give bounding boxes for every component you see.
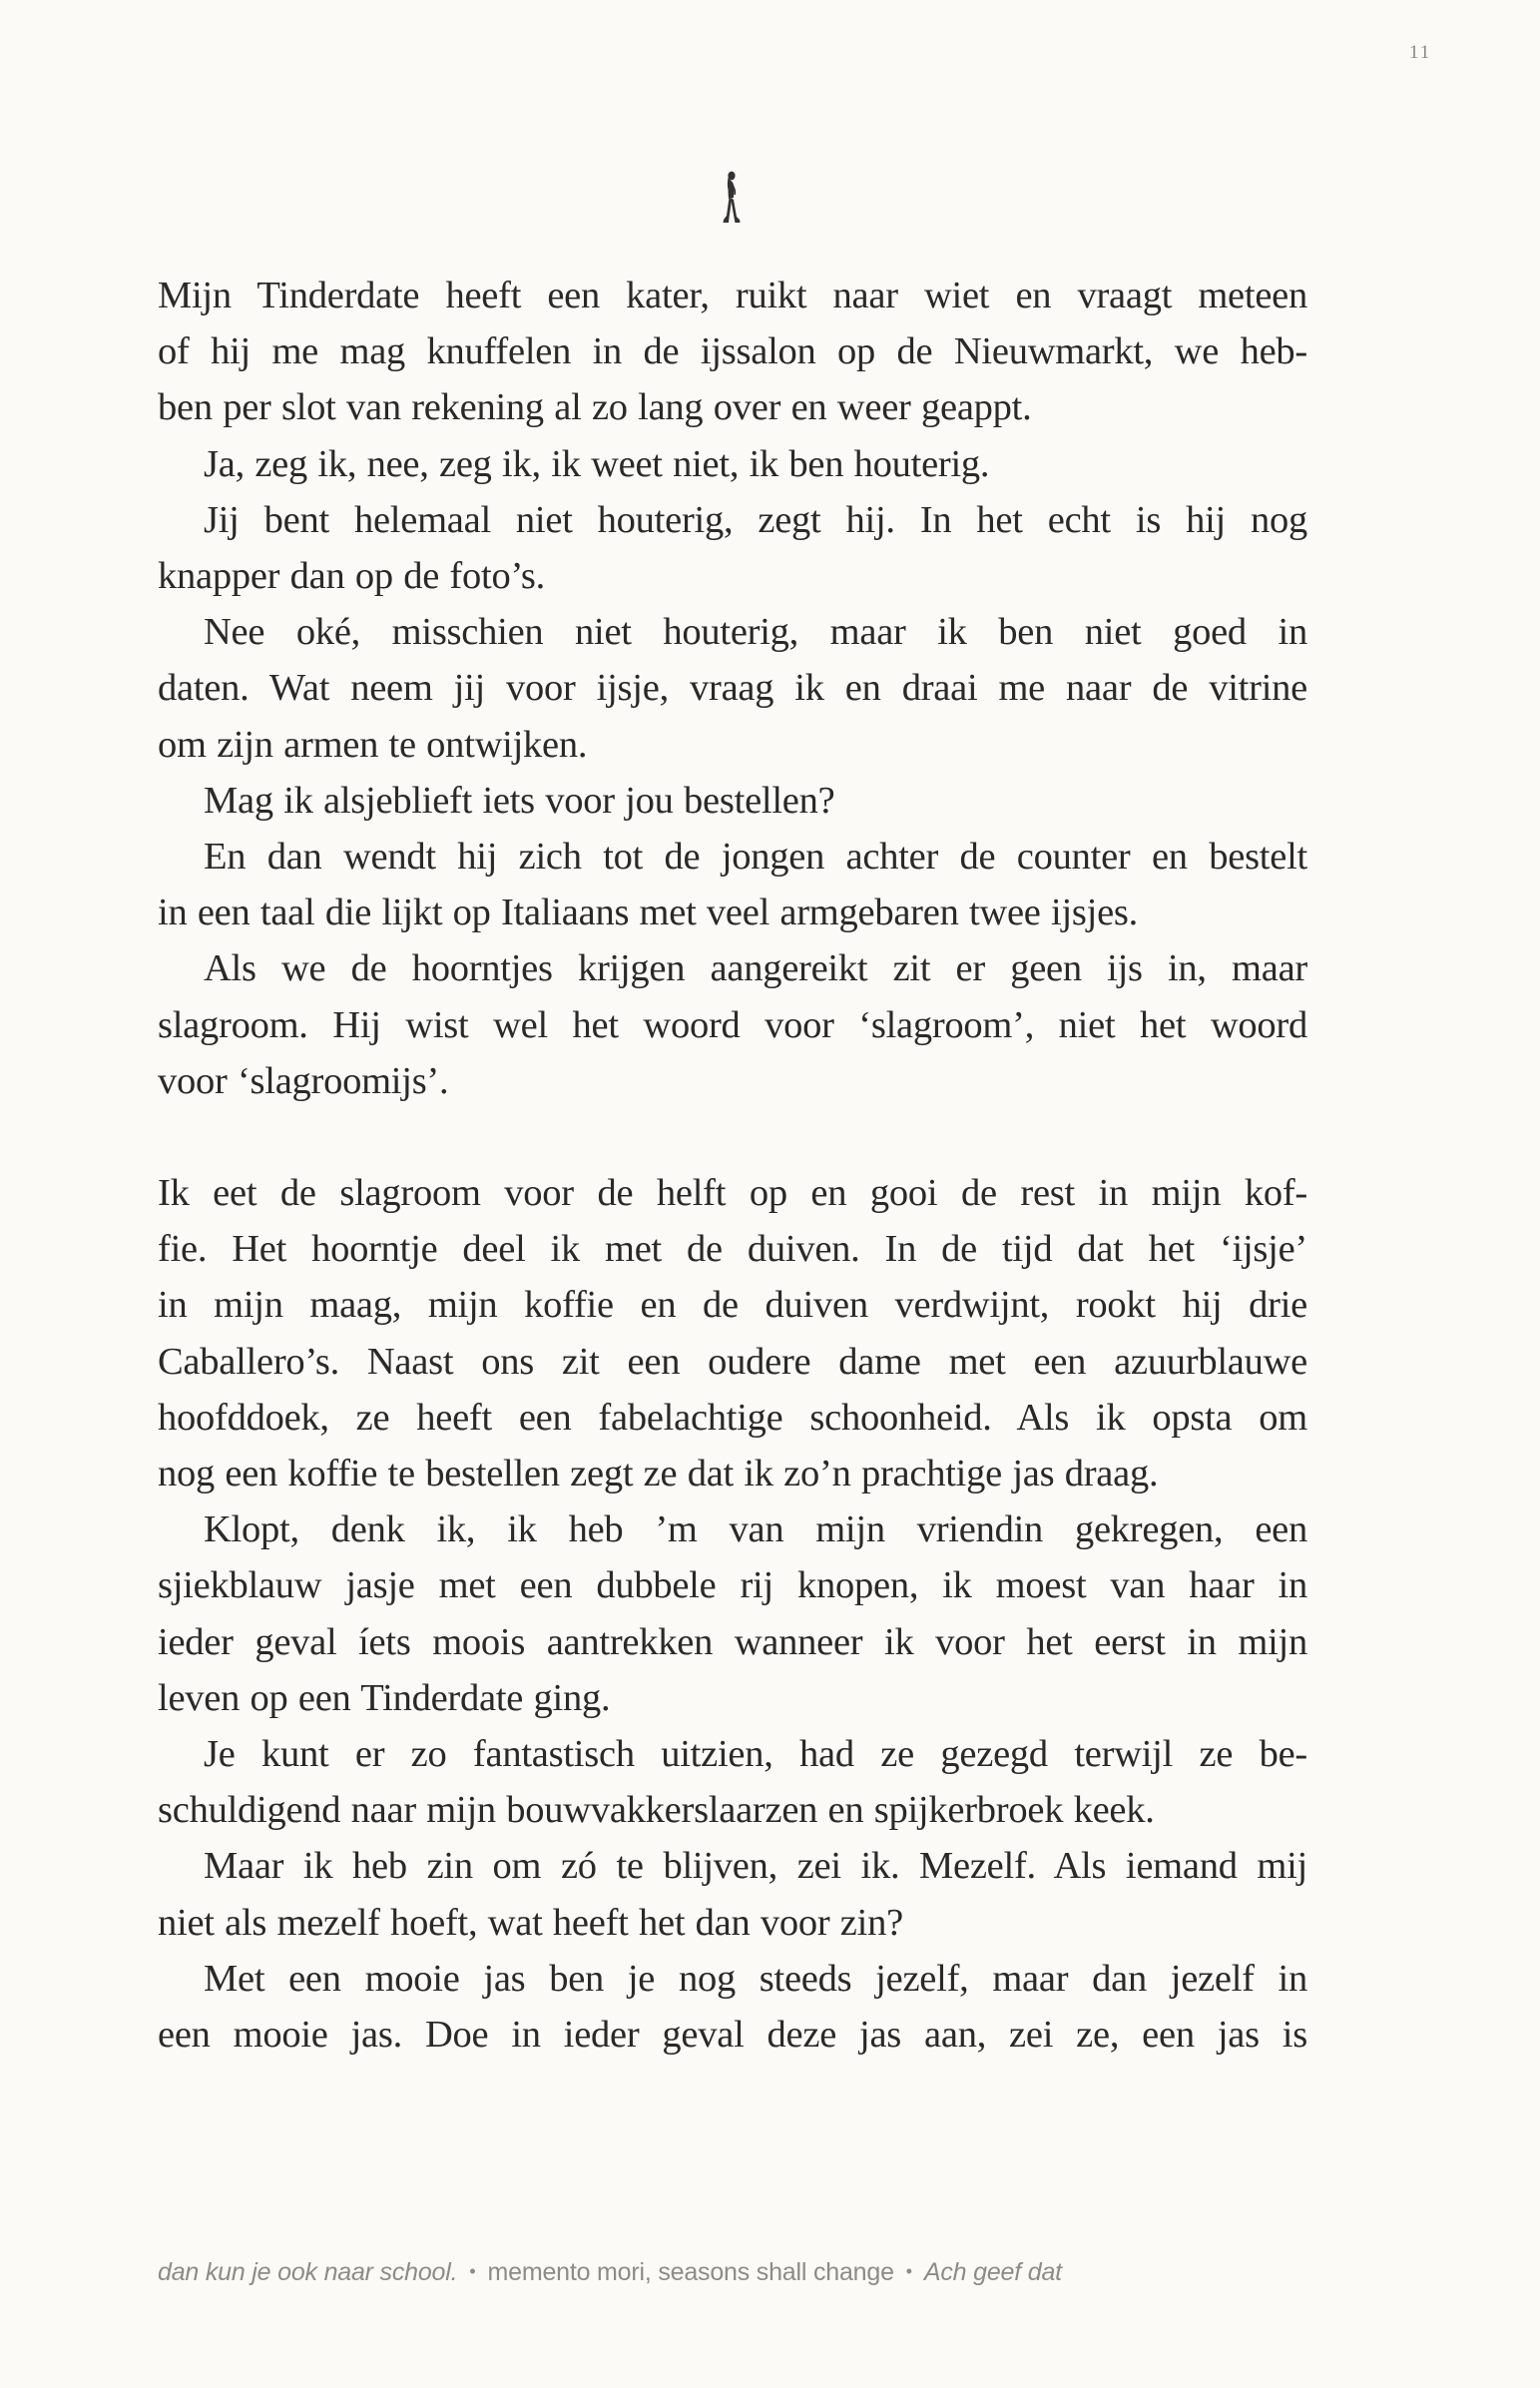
paragraph — [158, 1501, 1307, 1726]
text-line: hoofddoek, ze heeft een fabelachtige schoonheid. Als ik opsta om — [158, 1396, 1307, 1439]
text-line: of hij me mag knuffelen in de ijssalon op de Nieuwmarkt, we heb- — [158, 330, 1307, 373]
paragraph — [158, 492, 1307, 604]
text-line: Mijn Tinderdate heeft een kater, ruikt naar wiet en vraagt meteen — [158, 275, 1307, 316]
walking-figure-icon — [721, 170, 743, 226]
text-line: Mag ik alsjeblieft iets voor jou bestellen? — [204, 779, 835, 822]
text-line: om zijn armen te ontwijken. — [158, 723, 588, 766]
text-line: daten. Wat neem jij voor ijsje, vraag ik en draai me naar de vitrine — [158, 667, 1307, 710]
text-line: niet als mezelf hoeft, wat heeft het dan voor zin? — [158, 1901, 903, 1944]
text-line: ieder geval íets moois aantrekken wanneer ik voor het eerst in mijn — [158, 1620, 1307, 1663]
paragraph — [158, 940, 1307, 1109]
text-line: Als we de hoorntjes krijgen aangereikt zit er geen ijs in, maar — [204, 947, 1307, 990]
text-line: Je kunt er zo fantastisch uitzien, had ze gezegd terwijl ze be- — [204, 1733, 1307, 1776]
paragraph — [158, 829, 1307, 940]
paragraph — [158, 1165, 1307, 1501]
text-line: fie. Het hoorntje deel ik met de duiven. In de tijd dat het ‘ijsje’ — [158, 1228, 1307, 1271]
paragraph — [158, 1951, 1307, 2063]
text-line: een mooie jas. Doe in ieder geval deze jas aan, zei ze, een jas is — [158, 2014, 1307, 2057]
text-line: in mijn maag, mijn koffie en de duiven verdwijnt, rookt hij drie — [158, 1284, 1307, 1327]
text-line: Met een mooie jas ben je nog steeds jezelf, maar dan jezelf in — [204, 1957, 1307, 2000]
text-line: voor ‘slagroomijs’. — [158, 1059, 449, 1102]
footer-separator: • — [469, 2261, 476, 2281]
text-line: Klopt, denk ik, ik heb ’m van mijn vriendin gekregen, een — [204, 1508, 1307, 1551]
text-line: Maar ik heb zin om zó te blijven, zei ik. Mezelf. Als iemand mij — [204, 1845, 1307, 1888]
text-line: slagroom. Hij wist wel het woord voor ‘slagroom’, niet het woord — [158, 1003, 1307, 1046]
page-number: 11 — [1409, 42, 1432, 63]
paragraph — [158, 773, 1307, 829]
text-line: knapper dan op de foto’s. — [158, 555, 545, 598]
running-footer — [158, 2258, 1307, 2287]
text-line: ben per slot van rekening al zo lang over en weer geappt. — [158, 386, 1032, 429]
paragraph — [158, 604, 1307, 773]
footer-segment: Ach geef dat — [923, 2258, 1062, 2286]
text-line: schuldigend naar mijn bouwvakkerslaarzen en spijkerbroek keek. — [158, 1789, 1155, 1832]
body-text — [158, 268, 1307, 2063]
text-line: Jij bent helemaal niet houterig, zegt hij. In het echt is hij nog — [204, 498, 1307, 541]
footer-separator: • — [905, 2261, 912, 2281]
paragraph — [158, 268, 1307, 436]
paragraph — [158, 436, 1307, 492]
text-line: in een taal die lijkt op Italiaans met veel armgebaren twee ijsjes. — [158, 892, 1139, 934]
text-line: Ja, zeg ik, nee, zeg ik, ik weet niet, ik ben houterig. — [204, 442, 990, 485]
text-line: Caballero’s. Naast ons zit een oudere dame met een azuurblauwe — [158, 1340, 1307, 1383]
text-line: sjiekblauw jasje met een dubbele rij knopen, ik moest van haar in — [158, 1564, 1307, 1607]
paragraph — [158, 1838, 1307, 1950]
footer-segment: dan kun je ook naar school. — [158, 2258, 458, 2286]
text-line: leven op een Tinderdate ging. — [158, 1676, 611, 1719]
text-line: Ik eet de slagroom voor de helft op en gooi de rest in mijn kof- — [158, 1172, 1307, 1215]
footer-segment: memento mori, seasons shall change — [487, 2258, 894, 2286]
text-line: nog een koffie te bestellen zegt ze dat ik zo’n prachtige jas draag. — [158, 1453, 1159, 1495]
text-line: Nee oké, misschien niet houterig, maar ik ben niet goed in — [204, 611, 1307, 654]
text-line: En dan wendt hij zich tot de jongen achter de counter en bestelt — [204, 836, 1307, 879]
paragraph — [158, 1726, 1307, 1838]
